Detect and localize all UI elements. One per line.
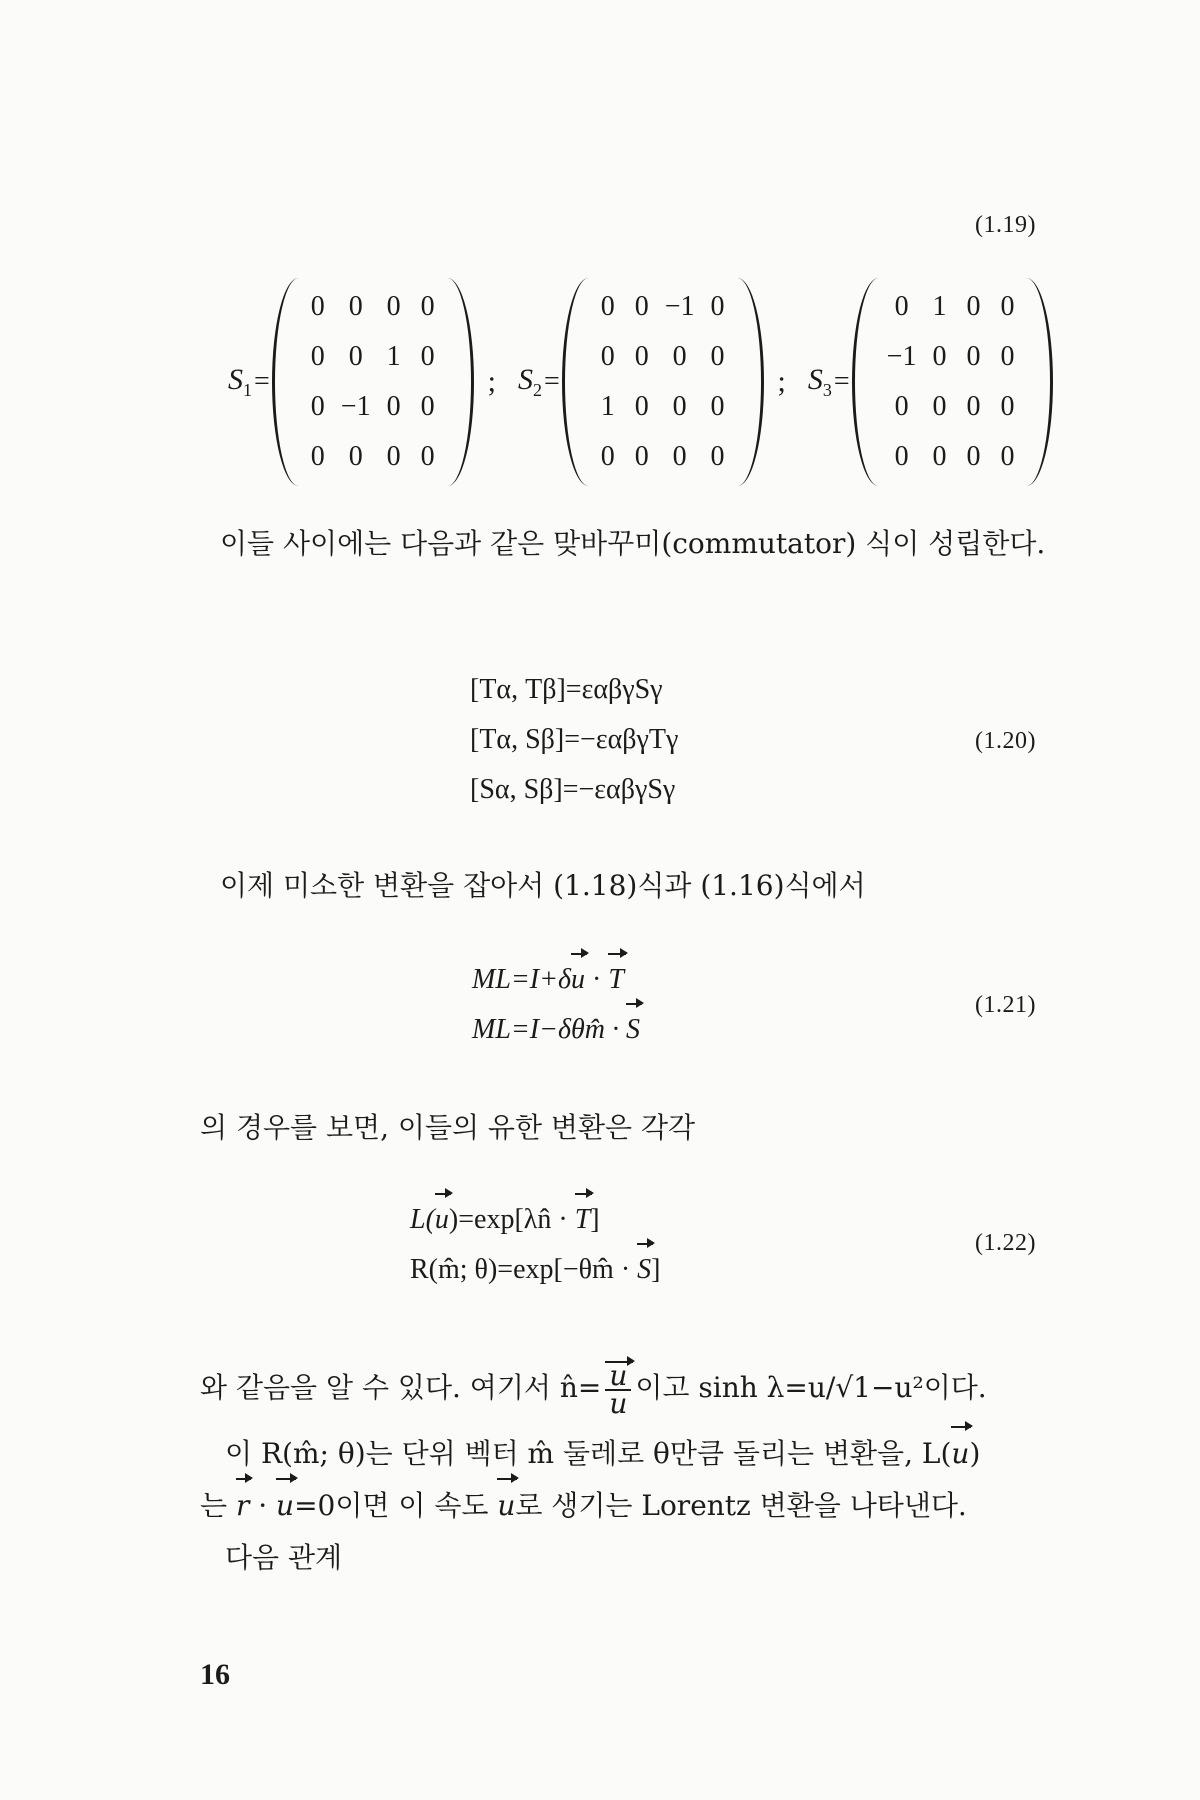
matrix-cell: 0 bbox=[672, 391, 687, 422]
matrix-row bbox=[881, 282, 1025, 332]
matrix-row bbox=[301, 382, 445, 432]
matrix-cell: 0 bbox=[634, 391, 649, 422]
paragraph-commutator-intro: 이들 사이에는 다음과 같은 맞바꾸미(commutator) 식이 성립한다. bbox=[220, 527, 1046, 560]
matrix-cell: 0 bbox=[1000, 441, 1015, 472]
matrix-cell: 0 bbox=[634, 341, 649, 372]
matrix-cell: 0 bbox=[894, 441, 909, 472]
matrix-row bbox=[591, 332, 735, 382]
matrix-cell: 0 bbox=[932, 441, 947, 472]
page-number: 16 bbox=[200, 1658, 230, 1691]
matrix-cell: 0 bbox=[348, 341, 363, 372]
matrix-cell: 0 bbox=[310, 291, 325, 322]
matrix-row bbox=[301, 282, 445, 332]
matrix-cell: 0 bbox=[1000, 341, 1015, 372]
matrix-cell: 0 bbox=[348, 291, 363, 322]
equation-number-1-19: (1.19) bbox=[975, 212, 1036, 238]
commutator-line-2: [Tα, Sβ]=−εαβγTγ bbox=[470, 724, 679, 755]
matrix-cell: 1 bbox=[386, 341, 401, 372]
matrix-cell: 0 bbox=[932, 341, 947, 372]
matrix-cell: 0 bbox=[600, 291, 615, 322]
s3-label: $S_3$ bbox=[807, 363, 832, 400]
commutator-line-1: [Tα, Tβ]=εαβγSγ bbox=[470, 674, 663, 705]
matrix-s2-body bbox=[591, 282, 735, 482]
matrix-row bbox=[881, 382, 1025, 432]
finite-line-1: L(u)=exp[λn̂ · T] bbox=[410, 1195, 660, 1245]
matrix-s1-body bbox=[301, 282, 445, 482]
equation-number-1-20: (1.20) bbox=[975, 728, 1036, 754]
matrix-cell: 0 bbox=[710, 441, 725, 472]
matrix-cell: 0 bbox=[310, 441, 325, 472]
finite-line-2: R(m̂; θ)=exp[−θm̂ · S] bbox=[410, 1245, 660, 1295]
matrix-row bbox=[881, 432, 1025, 482]
matrix-cell: −1 bbox=[664, 291, 695, 322]
matrix-cell: 1 bbox=[932, 291, 947, 322]
matrix-cell: 0 bbox=[966, 391, 981, 422]
matrix-row bbox=[591, 382, 735, 432]
paragraph-infinitesimal: 이제 미소한 변환을 잡아서 (1.18)식과 (1.16)식에서 bbox=[220, 869, 866, 902]
matrix-cell: 0 bbox=[894, 391, 909, 422]
matrix-row bbox=[591, 282, 735, 332]
matrix-cell: 0 bbox=[672, 441, 687, 472]
matrix-s1 bbox=[272, 278, 474, 486]
commutator-line-3: [Sα, Sβ]=−εαβγSγ bbox=[470, 774, 676, 805]
paragraph-rotation: 이 R(m̂; θ)는 단위 벡터 m̂ 둘레로 θ만큼 돌리는 변환을, L(u) bbox=[225, 1428, 1085, 1480]
matrix-cell: 0 bbox=[966, 341, 981, 372]
paragraph-definitions: 와 같음을 알 수 있다. 여기서 n̂= $\frac{u}{u}$ 이고 sinh λ=u/√1−u²이다. bbox=[200, 1358, 987, 1420]
matrix-cell: 0 bbox=[310, 341, 325, 372]
matrix-s3 bbox=[852, 278, 1054, 486]
matrix-s3-body bbox=[881, 282, 1025, 482]
matrix-row bbox=[591, 432, 735, 482]
matrix-cell: 0 bbox=[634, 291, 649, 322]
matrix-cell: 0 bbox=[710, 391, 725, 422]
matrix-row bbox=[881, 332, 1025, 382]
matrix-cell: 0 bbox=[420, 291, 435, 322]
matrix-cell: 0 bbox=[310, 391, 325, 422]
matrix-cell: 0 bbox=[386, 441, 401, 472]
matrix-cell: 0 bbox=[932, 391, 947, 422]
matrix-cell: 0 bbox=[1000, 391, 1015, 422]
s2-label: $S_2$ bbox=[517, 363, 542, 400]
matrix-cell: 0 bbox=[710, 291, 725, 322]
finite-transform-equations bbox=[410, 1195, 660, 1295]
matrix-cell: 0 bbox=[600, 441, 615, 472]
infinitesimal-line-1: ML=I+δu · T bbox=[472, 955, 640, 1005]
matrix-cell: 0 bbox=[710, 341, 725, 372]
matrix-cell: 0 bbox=[894, 291, 909, 322]
matrix-cell: 1 bbox=[600, 391, 615, 422]
matrix-cell: 0 bbox=[966, 441, 981, 472]
infinitesimal-equations bbox=[472, 955, 640, 1055]
matrix-cell: 0 bbox=[600, 341, 615, 372]
matrix-cell: 0 bbox=[1000, 291, 1015, 322]
matrix-cell: 0 bbox=[420, 441, 435, 472]
matrix-cell: 0 bbox=[386, 291, 401, 322]
matrix-s2 bbox=[562, 278, 764, 486]
matrix-row bbox=[301, 432, 445, 482]
equation-number-1-22: (1.22) bbox=[975, 1230, 1036, 1256]
infinitesimal-line-2: ML=I−δθm̂ · S bbox=[472, 1005, 640, 1055]
matrix-cell: 0 bbox=[420, 341, 435, 372]
paragraph-lorentz: 는 r · u=0이면 이 속도 u로 생기는 Lorentz 변환을 나타낸다. bbox=[200, 1480, 1080, 1532]
matrix-cell: 0 bbox=[386, 391, 401, 422]
equation-number-1-21: (1.21) bbox=[975, 992, 1036, 1018]
commutator-equations bbox=[470, 665, 678, 815]
matrix-equation-1-19: $S_1$ = 0 0 0 0 0 0 1 0 0 −1 0 0 0 0 0 0 ; $S_2$ = 0 0 −1 0 0 0 0 0 1 0 0 0 0 0 0 0 ; $S_3$ = 0 1 0 0 −1 0 0 0 0 0 0 0 0 0 0 0 bbox=[228, 278, 1053, 486]
s1-label: $S_1$ bbox=[228, 363, 252, 400]
matrix-cell: 0 bbox=[966, 291, 981, 322]
matrix-cell: −1 bbox=[886, 341, 917, 372]
matrix-row bbox=[301, 332, 445, 382]
matrix-cell: 0 bbox=[420, 391, 435, 422]
paragraph-next-relation: 다음 관계 bbox=[225, 1541, 343, 1574]
matrix-cell: 0 bbox=[348, 441, 363, 472]
matrix-cell: −1 bbox=[340, 391, 371, 422]
paragraph-finite: 의 경우를 보면, 이들의 유한 변환은 각각 bbox=[200, 1111, 696, 1144]
matrix-cell: 0 bbox=[634, 441, 649, 472]
matrix-cell: 0 bbox=[672, 341, 687, 372]
